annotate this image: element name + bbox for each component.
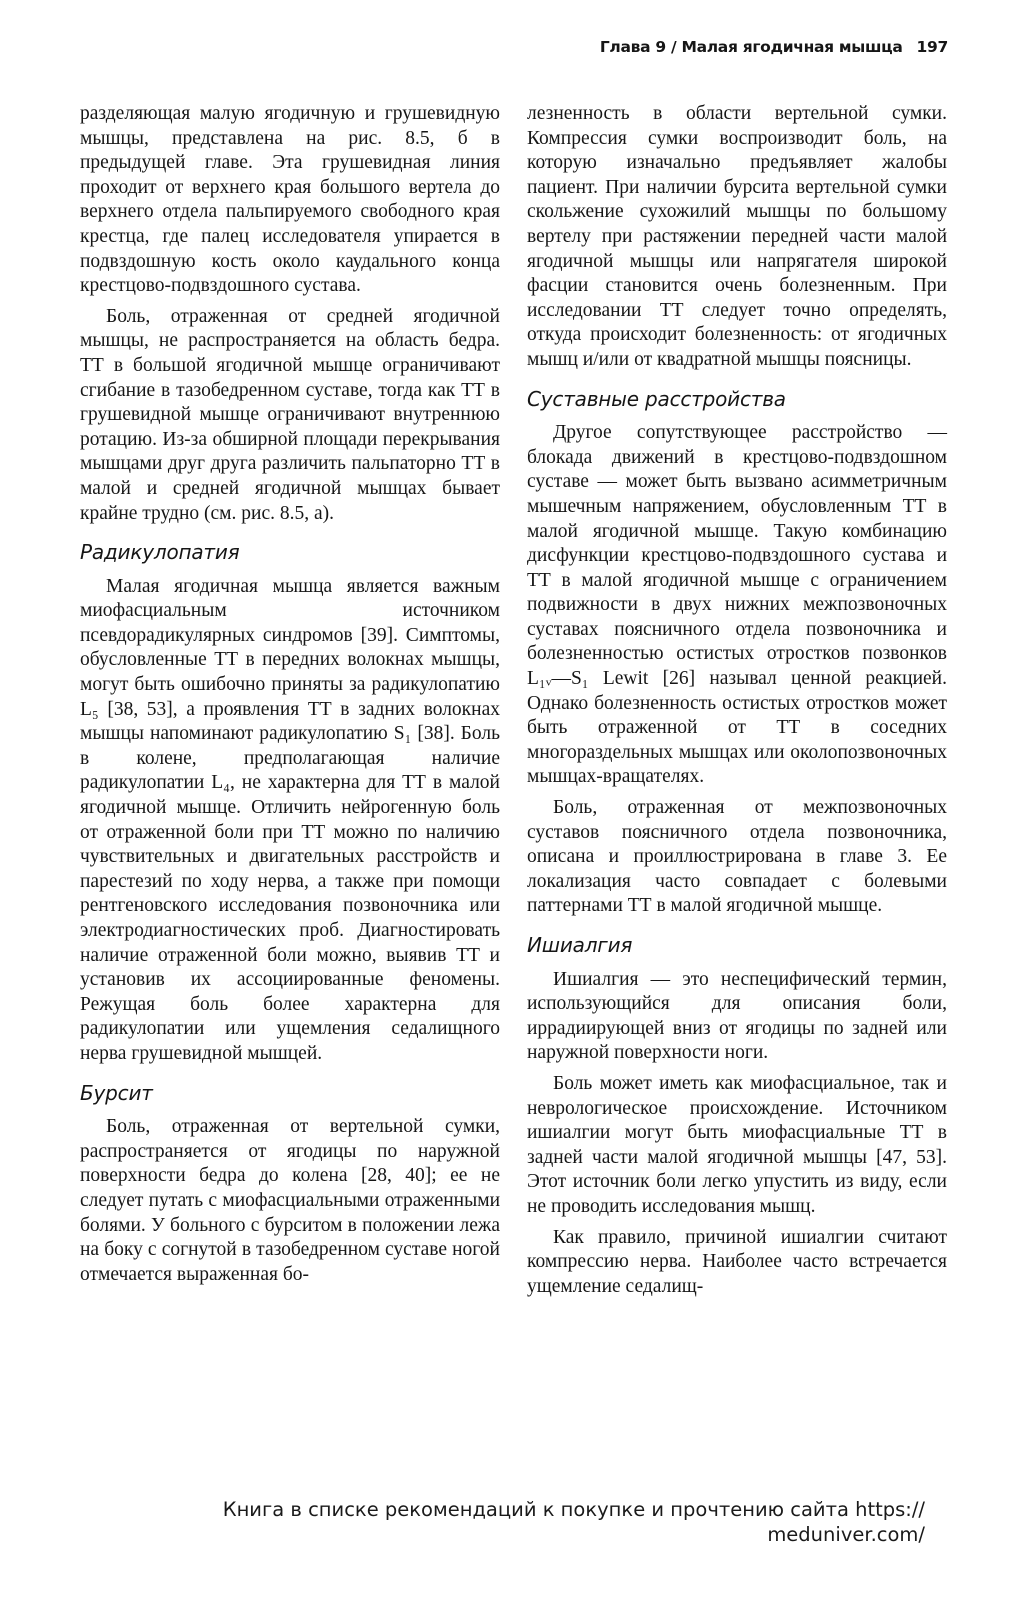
paragraph: Боль, отраженная от межпозвоночных суставов поясничного отдела позвоночника, описана и проиллюстрирована в главе 3. Ее локализация часто совпадает с болевыми паттернами ТТ в малой ягодичной мышце.	[527, 797, 947, 917]
footer-line-1: Книга в списке рекомендаций к покупке и прочтению сайта https://	[222, 1498, 925, 1521]
section-heading-joint-disorders: Суставные расстройства	[527, 386, 786, 411]
paragraph: Боль может иметь как миофасциальное, так и неврологическое происхождение. Источником ишиалгии могут быть миофасциальные ТТ в задней части малой ягодичной мышцы [47, 53]. Этот источник боли легко упустить из виду, если не проводить исследования мышц.	[527, 1072, 947, 1217]
watermark-footer	[120, 1497, 925, 1547]
paragraph: Боль, отраженная от вертельной сумки, распространяется от ягодицы по наружной поверхности бедра до колена [28, 40]; ее не следует путать с миофасциальными отраженными болями. У больного с бурситом в положении лежа на боку с согнутой в тазобедренном суставе ногой отмечается выраженная бо-	[80, 1116, 500, 1285]
section-heading-radiculopathy: Радикулопатия	[80, 540, 240, 565]
page-number: 197	[916, 38, 948, 56]
paragraph: Боль, отраженная от средней ягодичной мышцы, не распространяется на область бедра. ТТ в большой ягодичной мышце ограничивают сгибание в тазобедренном суставе, тогда как ТТ в грушевидной мышце ограничивают внутреннюю ротацию. Из-за обширной площади перекрывания мышцами друг друга различить пальпаторно ТТ в малой и средней ягодичной мышцах бывает крайне трудно (см. рис. 8.5, а).	[80, 305, 500, 524]
paragraph: Ишиалгия — это неспецифический термин, использующийся для описания боли, иррадиирующей вниз от ягодицы по задней или наружной поверхности ноги.	[527, 968, 947, 1064]
footer-line-2: meduniver.com/	[767, 1523, 925, 1546]
section-heading-sciatica: Ишиалгия	[527, 933, 633, 957]
left-column	[80, 102, 500, 1293]
running-header	[560, 38, 948, 56]
paragraph: Малая ягодичная мышца является важным миофасциальным источником псевдорадикулярных синдромов [39]. Симптомы, обусловленные ТТ в передних волокнах мышцы, могут быть ошибочно приняты за радикулопатию L₅ [38, 53], а проявления ТТ в задних волокнах мышцы напоминают радикулопатию S₁ [38]. Боль в колене, предполагающая наличие радикулопатии L₄, не характерна для ТТ в малой ягодичной мышце. Отличить нейрогенную боль от отраженной боли при ТТ можно по наличию чувствительных и двигательных расстройств и парестезий по ходу нерва, а также при помощи рентгеновского исследования позвоночника или электродиагностических проб. Диагностировать наличие отраженной боли можно, выявив ТТ и установив их ассоциированные феномены. Режущая боль более характерна для радикулопатии или ущемления седалищного нерва грушевидной мышцей.	[80, 575, 500, 1064]
paragraph: Как правило, причиной ишиалгии считают компрессию нерва. Наиболее часто встречается ущемление седалищ-	[527, 1226, 947, 1297]
paragraph: Другое сопутствующее расстройство — блокада движений в крестцово-подвздошном суставе — может быть вызвано асимметричным мышечным напряжением, обусловленным ТТ в малой ягодичной мышце. Такую комбинацию дисфункции крестцово-подвздошного сустава и ТТ в малой ягодичной мышце с ограничением подвижности в двух нижних межпозвоночных суставах поясничного отдела позвоночника и болезненностью остистых отростков позвонков L₁ᵥ—S₁ Lewit [26] называл ценной реакцией. Однако болезненность остистых отростков может быть отраженной от ТТ в соседних многораздельных мышцах или околопозвоночных мышцах-вращателях.	[527, 422, 947, 788]
paragraph: лезненность в области вертельной сумки. Компрессия сумки воспроизводит боль, на которую изначально предъявляет жалобы пациент. При наличии бурсита вертельной сумки скольжение сухожилий мышцы по большому вертелу при растяжении передней части малой ягодичной мышцы или напрягателя широкой фасции становится очень болезненным. При исследовании ТТ следует точно определять, откуда происходит болезненность: от ягодичных мышц и/или от квадратной мышцы поясницы.	[527, 103, 947, 370]
section-heading-bursitis: Бурсит	[80, 1080, 153, 1105]
chapter-title: Глава 9 / Малая ягодичная мышца	[599, 38, 903, 56]
right-column	[527, 102, 947, 1305]
paragraph: разделяющая малую ягодичную и грушевидную мышцы, представлена на рис. 8.5, б в предыдущей главе. Эта грушевидная линия проходит от верхнего края большого вертела до верхнего отдела пальпируемого свободного края крестца, где палец исследователя упирается в подвздошную кость около каудального конца крестцово-подвздошного сустава.	[80, 103, 500, 297]
